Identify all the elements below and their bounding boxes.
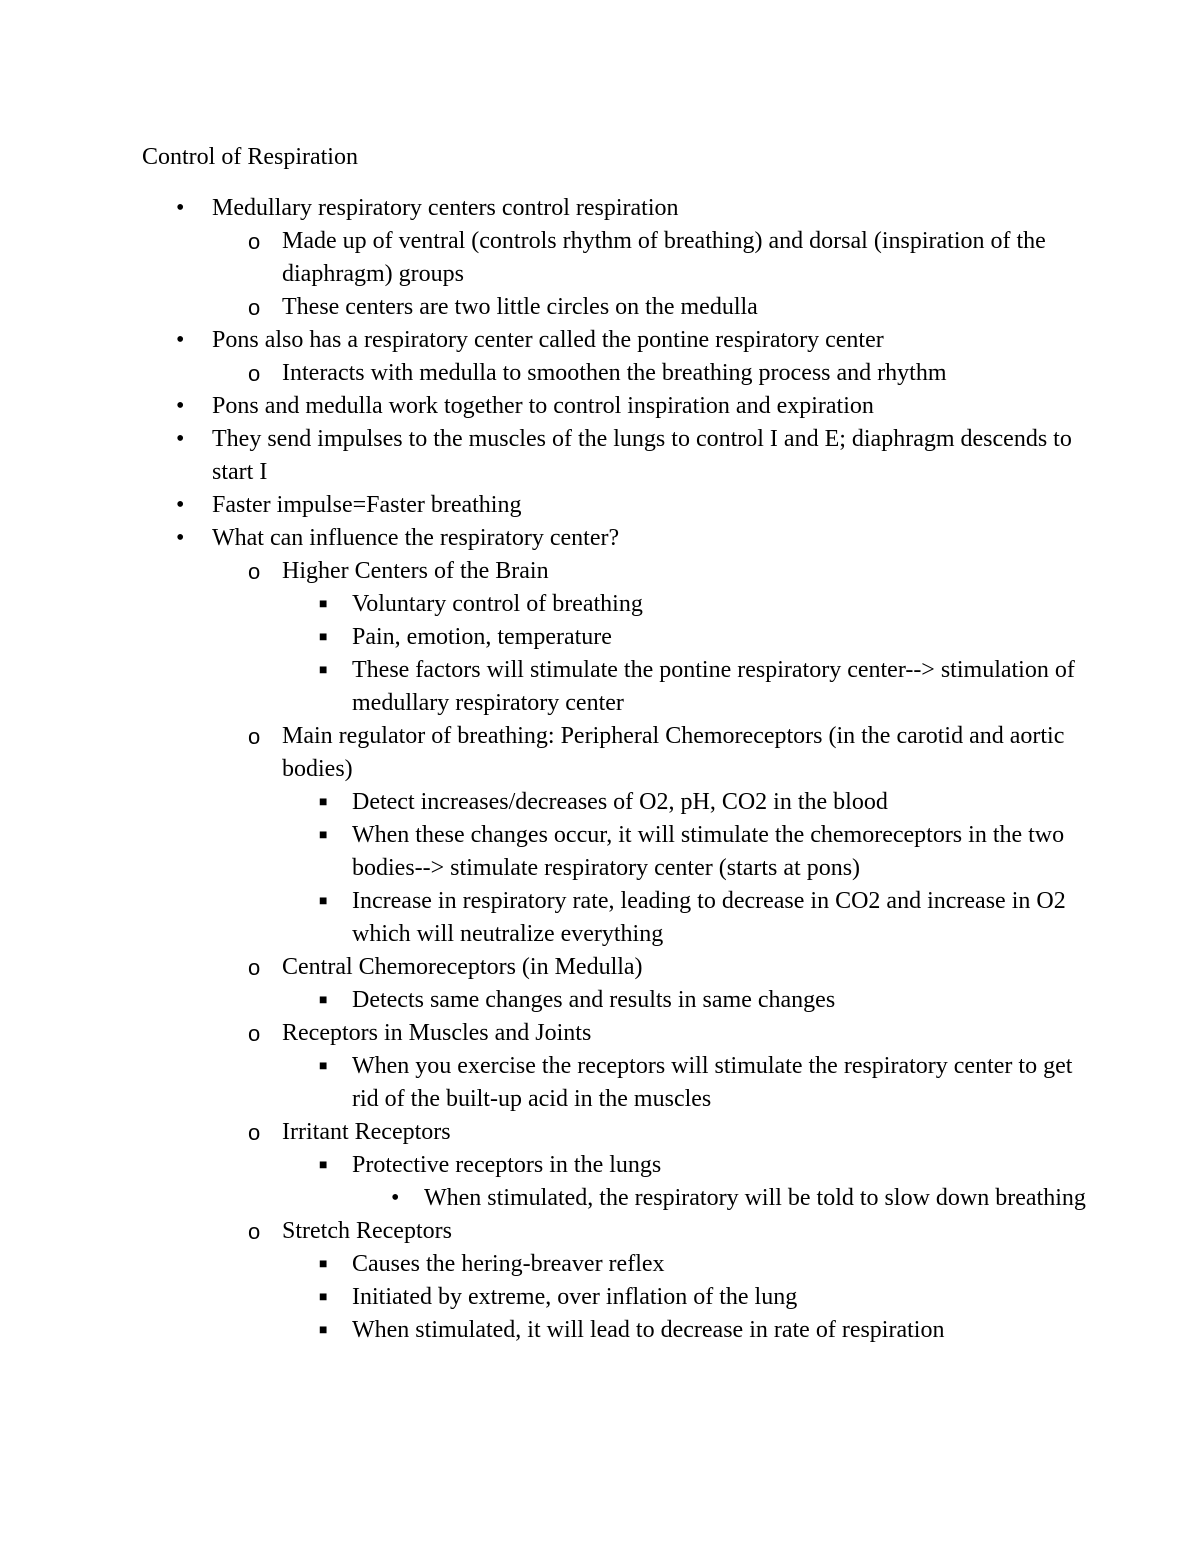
circle-bullet-icon: o [248, 1120, 261, 1145]
list-item-text: Pons also has a respiratory center called the pontine respiratory center [212, 327, 884, 353]
list-item [176, 324, 1092, 390]
list-item-text: These centers are two little circles on the medulla [282, 294, 758, 320]
list-item-text: Medullary respiratory centers control respiration [212, 195, 679, 221]
list-item [176, 489, 1092, 522]
bullet-icon: • [176, 393, 185, 419]
list-item [176, 423, 1092, 489]
list-item-text: When stimulated, the respiratory will be told to slow down breathing [424, 1185, 1086, 1211]
list-item [176, 192, 1092, 324]
bullet-icon: • [176, 525, 185, 551]
circle-bullet-icon: o [248, 724, 261, 749]
list-item [391, 1182, 1092, 1215]
list-item [319, 1248, 1092, 1281]
list-item [248, 951, 1092, 1017]
sublist [319, 1149, 1092, 1215]
list-item-text: Made up of ventral (controls rhythm of breathing) and dorsal (inspiration of the diaphragm) groups [282, 228, 1046, 287]
list-item [176, 390, 1092, 423]
list-item-text: Interacts with medulla to smoothen the breathing process and rhythm [282, 360, 947, 386]
list-item-text: Voluntary control of breathing [352, 591, 643, 617]
list-item [248, 291, 1092, 324]
page-title: Control of Respiration [142, 144, 358, 170]
list-item-text: Higher Centers of the Brain [282, 558, 549, 584]
square-bullet-icon: ■ [319, 993, 328, 1008]
list-item-text: Receptors in Muscles and Joints [282, 1020, 592, 1046]
list-item [176, 522, 1092, 1347]
square-bullet-icon: ■ [319, 597, 328, 612]
list-item-text: Causes the hering-breaver reflex [352, 1251, 665, 1277]
sublist [319, 786, 1092, 951]
list-item-text: Initiated by extreme, over inflation of the lung [352, 1284, 798, 1310]
list-item [319, 1050, 1092, 1116]
square-bullet-icon: ■ [319, 630, 328, 645]
list-item-text: When you exercise the receptors will stimulate the respiratory center to get rid of the built-up acid in the muscles [352, 1053, 1073, 1112]
circle-bullet-icon: o [248, 1219, 261, 1244]
bullet-icon: • [176, 492, 185, 518]
list-item-text: Pain, emotion, temperature [352, 624, 612, 650]
bullet-icon: • [176, 195, 185, 221]
list-item [248, 555, 1092, 720]
list-item-text: Increase in respiratory rate, leading to decrease in CO2 and increase in O2 which will neutralize everything [352, 888, 1066, 947]
list-item [319, 654, 1092, 720]
list-item [248, 357, 1092, 390]
list-item [319, 588, 1092, 621]
circle-bullet-icon: o [248, 559, 261, 584]
sublist [319, 984, 1092, 1017]
list-item-text: When these changes occur, it will stimulate the chemoreceptors in the two bodies--> stimulate respiratory center (starts at pons) [352, 822, 1065, 881]
sublist [248, 555, 1092, 1347]
list-item [248, 1116, 1092, 1215]
sublist [319, 1050, 1092, 1116]
list-item [319, 885, 1092, 951]
list-item [319, 819, 1092, 885]
list-item-text: Irritant Receptors [282, 1119, 451, 1145]
list-item [319, 1281, 1092, 1314]
list-item [319, 1314, 1092, 1347]
list-item-text: Detect increases/decreases of O2, pH, CO2 in the blood [352, 789, 888, 815]
sublist [319, 1248, 1092, 1347]
circle-bullet-icon: o [248, 361, 261, 386]
list-item-text: When stimulated, it will lead to decrease in rate of respiration [352, 1317, 945, 1343]
sublist [391, 1182, 1092, 1215]
list-item-text: They send impulses to the muscles of the lungs to control I and E; diaphragm descends to start I [212, 426, 1072, 485]
list-item-text: Pons and medulla work together to control inspiration and expiration [212, 393, 874, 419]
circle-bullet-icon: o [248, 955, 261, 980]
list-item [248, 720, 1092, 951]
list-item [319, 1149, 1092, 1215]
bullet-icon: • [391, 1185, 400, 1211]
square-bullet-icon: ■ [319, 1323, 328, 1338]
outline-list [176, 192, 1092, 1347]
list-item-text: These factors will stimulate the pontine respiratory center--> stimulation of medullary respiratory center [352, 657, 1075, 716]
list-item [248, 225, 1092, 291]
list-item [248, 1215, 1092, 1347]
circle-bullet-icon: o [248, 1021, 261, 1046]
square-bullet-icon: ■ [319, 828, 328, 843]
list-item-text: Faster impulse=Faster breathing [212, 492, 522, 518]
sublist [248, 357, 1092, 390]
list-item-text: Main regulator of breathing: Peripheral Chemoreceptors (in the carotid and aortic bodies) [282, 723, 1065, 782]
square-bullet-icon: ■ [319, 894, 328, 909]
list-item [319, 621, 1092, 654]
bullet-icon: • [176, 327, 185, 353]
list-item-text: Central Chemoreceptors (in Medulla) [282, 954, 643, 980]
circle-bullet-icon: o [248, 295, 261, 320]
list-item [319, 786, 1092, 819]
list-item [319, 984, 1092, 1017]
square-bullet-icon: ■ [319, 1158, 328, 1173]
square-bullet-icon: ■ [319, 1290, 328, 1305]
list-item-text: Protective receptors in the lungs [352, 1152, 662, 1178]
list-item-text: What can influence the respiratory center? [212, 525, 620, 551]
list-item-text: Detects same changes and results in same changes [352, 987, 836, 1013]
sublist [319, 588, 1092, 720]
bullet-icon: • [176, 426, 185, 452]
circle-bullet-icon: o [248, 229, 261, 254]
square-bullet-icon: ■ [319, 663, 328, 678]
square-bullet-icon: ■ [319, 1059, 328, 1074]
square-bullet-icon: ■ [319, 1257, 328, 1272]
sublist [248, 225, 1092, 324]
list-item-text: Stretch Receptors [282, 1218, 452, 1244]
list-item [248, 1017, 1092, 1116]
square-bullet-icon: ■ [319, 795, 328, 810]
